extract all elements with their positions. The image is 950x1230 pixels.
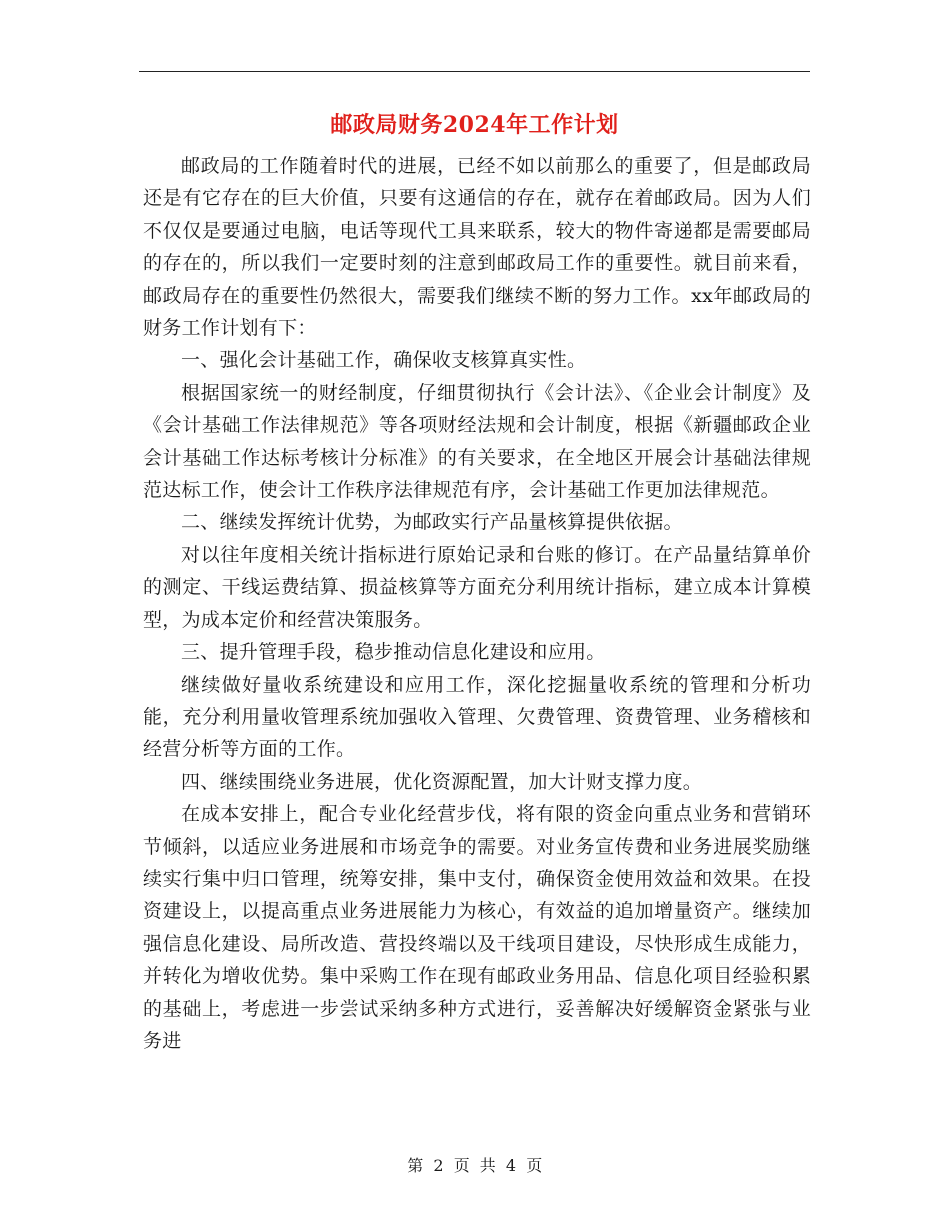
header-rule — [139, 71, 810, 72]
footer-page-total: 4 — [505, 1156, 517, 1175]
page-footer — [0, 1153, 950, 1176]
section-heading-1: 一、强化会计基础工作，确保收支核算真实性。 — [181, 349, 587, 372]
footer-total-label: 共 — [479, 1156, 497, 1175]
paragraph-section-2: 对以往年度相关统计指标进行原始记录和台账的修订。在产品量结算单价的测定、干线运费结算、损益核算等方面充分利用统计指标，建立成本计算模型，为成本定价和经营决策服务。 — [143, 543, 811, 631]
footer-page-current: 2 — [433, 1156, 445, 1175]
paragraph-section-4: 在成本安排上，配合专业化经营步伐，将有限的资金向重点业务和营销环节倾斜，以适应业务进展和市场竞争的需要。对业务宣传费和业务进展奖励继续实行集中归口管理，统筹安排，集中支付，确保资金使用效益和效果。在投资建设上，以提高重点业务进展能力为核心，有效益的追加增量资产。继续加强信息化建设、局所改造、营投终端以及干线项目建设，尽快形成生成能力，并转化为增收优势。集中采购工作在现有邮政业务用品、信息化项目经验积累的基础上，考虑进一步尝试采纳多种方式进行，妥善解决好缓解资金紧张与业务进 — [143, 803, 811, 1052]
section-heading-2: 二、继续发挥统计优势，为邮政实行产品量核算提供依据。 — [181, 511, 683, 534]
section-heading-3: 三、提升管理手段，稳步推动信息化建设和应用。 — [181, 641, 606, 664]
paragraph-intro: 邮政局的工作随着时代的进展，已经不如以前那么的重要了，但是邮政局还是有它存在的巨大价值，只要有这通信的存在，就存在着邮政局。因为人们不仅仅是要通过电脑，电话等现代工具来联系，较大的物件寄递都是需要邮局的存在的，所以我们一定要时刻的注意到邮政局工作的重要性。就目前来看，邮政局存在的重要性仍然很大，需要我们继续不断的努力工作。xx年邮政局的财务工作计划有下： — [143, 155, 811, 340]
section-heading-4: 四、继续围绕业务进展，优化资源配置，加大计财支撑力度。 — [181, 770, 703, 793]
footer-prefix: 第 — [407, 1156, 424, 1175]
footer-page-label: 页 — [453, 1156, 471, 1175]
paragraph-section-3: 继续做好量收系统建设和应用工作，深化挖掘量收系统的管理和分析功能，充分利用量收管理系统加强收入管理、欠费管理、资费管理、业务稽核和经营分析等方面的工作。 — [143, 673, 811, 761]
footer-suffix: 页 — [526, 1156, 543, 1175]
document-title: 邮政局财务2024年工作计划 — [330, 112, 619, 138]
paragraph-section-1: 根据国家统一的财经制度，仔细贯彻执行《会计法》、《企业会计制度》及《会计基础工作法律规范》等各项财经法规和会计制度，根据《新疆邮政企业会计基础工作达标考核计分标准》的有关要求，在全地区开展会计基础法律规范达标工作，使会计工作秩序法律规范有序，会计基础工作更加法律规范。 — [143, 381, 811, 502]
document-body — [143, 150, 811, 1057]
